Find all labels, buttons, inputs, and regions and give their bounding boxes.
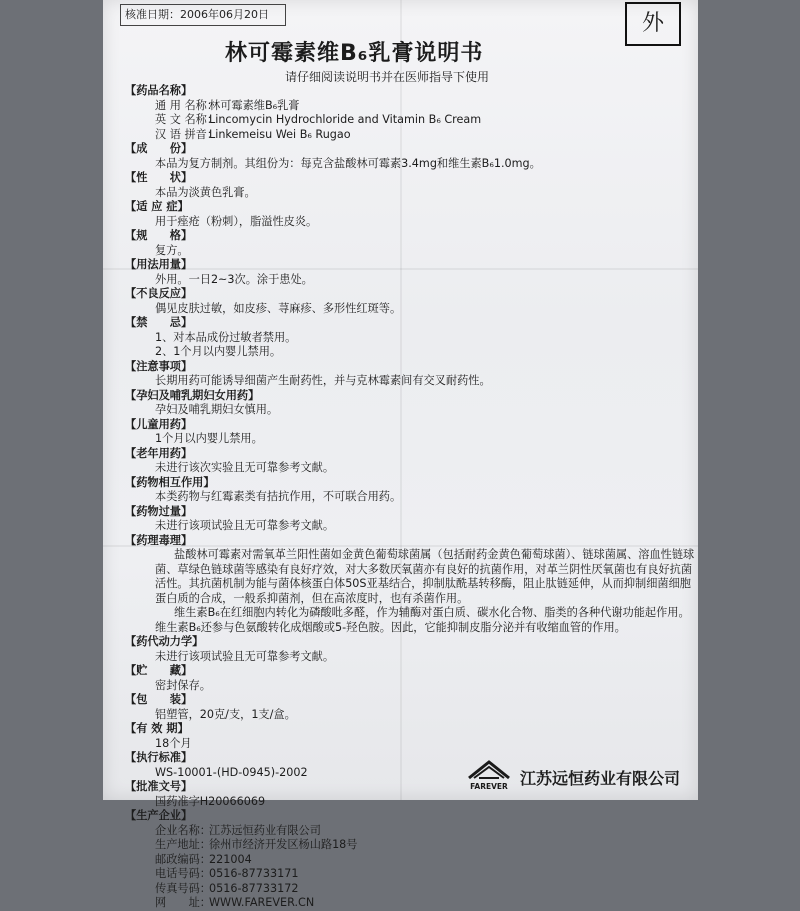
manufacturer-row xyxy=(125,882,695,897)
section-header-adverse: 【不良反应】 xyxy=(125,287,193,300)
generic-name-value: 林可霉素维B₆乳膏 xyxy=(209,98,300,112)
usage-text: 外用。一日2~3次。涂于患处。 xyxy=(155,272,313,286)
manufacturer-value: 221004 xyxy=(209,852,252,866)
manufacturer-label: 传真号码： xyxy=(155,881,211,895)
section-header-pharmacokinetics: 【药代动力学】 xyxy=(125,635,204,648)
document-title: 林可霉素维B₆乳膏说明书 xyxy=(225,41,484,66)
pharmacology-paragraph-1: 盐酸林可霉素对需氧革兰阳性菌如金黄色葡萄球菌属（包括耐药金黄色葡萄球菌）、链球菌属、溶血性链球菌、草绿色链球菌等感染有良好疗效，对大多数厌氧菌亦有良好的抗菌作用，对革兰阴性厌氧菌也有良好抗菌活性。其抗菌机制为能与菌体核蛋白体50S亚基结合，抑制肽酰基转移酶，阻止肽链延伸，从而抑制细菌细胞蛋白质的合成，一般系抑菌剂，但在高浓度时，也有杀菌作用。 xyxy=(155,548,695,605)
validity-text: 18个月 xyxy=(155,736,192,750)
company-logo-icon xyxy=(465,758,513,794)
section-header-manufacturer: 【生产企业】 xyxy=(125,809,193,822)
pinyin-name-row xyxy=(125,128,695,143)
manufacturer-row xyxy=(125,896,695,911)
section-header-pregnancy: 【孕妇及哺乳期妇女用药】 xyxy=(125,388,260,402)
section-header-interactions: 【药物相互作用】 xyxy=(125,475,215,489)
indications-text: 用于痤疮（粉刺），脂溢性皮炎。 xyxy=(155,214,318,228)
manufacturer-row xyxy=(125,867,695,882)
spec-text: 复方。 xyxy=(155,243,189,257)
section-header-drug-name: 【药品名称】 xyxy=(125,84,193,97)
manufacturer-value: 徐州市经济开发区杨山路18号 xyxy=(209,838,358,851)
children-text: 1个月以内婴儿禁用。 xyxy=(155,432,263,445)
section-header-ingredients: 【成 份】 xyxy=(125,142,193,155)
external-use-mark: 外 xyxy=(625,2,681,46)
section-header-approval: 【批准文号】 xyxy=(125,780,193,793)
pinyin-name-value: Linkemeisu Wei B₆ Rugao xyxy=(209,127,351,141)
section-header-elderly: 【老年用药】 xyxy=(125,446,193,460)
logo-text: FAREVER xyxy=(470,782,508,791)
manufacturer-value: 0516-87733172 xyxy=(209,881,299,895)
manufacturer-value: 0516-87733171 xyxy=(209,867,299,880)
section-header-appearance: 【性 状】 xyxy=(125,171,193,184)
pinyin-name-label: 汉 语 拼音： xyxy=(155,127,219,141)
pregnancy-text: 孕妇及哺乳期妇女慎用。 xyxy=(155,403,279,416)
manufacturer-label: 网 址： xyxy=(155,896,211,909)
manufacturer-label: 电话号码： xyxy=(155,867,211,880)
package-text: 铝塑管，20克/支，1支/盒。 xyxy=(155,707,296,721)
elderly-text: 未进行该次实验且无可靠参考文献。 xyxy=(155,461,335,474)
generic-name-label: 通 用 名称： xyxy=(155,98,219,112)
approval-number-text: 国药准字H20066069 xyxy=(155,794,266,808)
section-header-validity: 【有 效 期】 xyxy=(125,722,189,735)
section-header-standard: 【执行标准】 xyxy=(125,751,193,764)
manufacturer-row xyxy=(125,838,695,853)
section-header-storage: 【贮 藏】 xyxy=(125,664,193,677)
adverse-text: 偶见皮肤过敏，如皮疹、荨麻疹、多形性红斑等。 xyxy=(155,301,402,315)
precautions-text: 长期用药可能诱导细菌产生耐药性，并与克林霉素间有交叉耐药性。 xyxy=(155,374,491,387)
pharmacokinetics-text: 未进行该项试验且无可靠参考文献。 xyxy=(155,649,335,663)
manufacturer-label: 生产地址： xyxy=(155,838,211,851)
manufacturer-value: WWW.FAREVER.CN xyxy=(209,896,315,909)
standard-text: WS-10001-(HD-0945)-2002 xyxy=(155,765,308,779)
interactions-text: 本类药物与红霉素类有拮抗作用，不可联合用药。 xyxy=(155,490,402,503)
manufacturer-row xyxy=(125,853,695,868)
section-header-package: 【包 装】 xyxy=(125,693,193,706)
english-name-row xyxy=(125,113,695,128)
approval-date: 核准日期：2006年06月20日 xyxy=(120,4,286,26)
overdose-text: 未进行该项试验且无可靠参考文献。 xyxy=(155,519,335,532)
section-header-usage: 【用法用量】 xyxy=(125,258,193,271)
manufacturer-label: 企业名称： xyxy=(155,823,211,837)
manufacturer-value: 江苏远恒药业有限公司 xyxy=(209,823,321,837)
section-header-pharmacology: 【药理毒理】 xyxy=(125,533,193,547)
english-name-value: Lincomycin Hydrochloride and Vitamin B₆ Cream xyxy=(209,113,482,126)
pharmacology-paragraph-2: 维生素B₆在红细胞内转化为磷酸吡多醛，作为辅酶对蛋白质、碳水化合物、脂类的各种代谢功能起作用。维生素B₆还参与色氨酸转化成烟酸或5-羟色胺。因此，它能抑制皮脂分泌并有收缩血管的作用。 xyxy=(155,606,690,634)
section-header-contraindications: 【禁 忌】 xyxy=(125,316,193,329)
appearance-text: 本品为淡黄色乳膏。 xyxy=(155,185,256,199)
document-subtitle: 请仔细阅读说明书并在医师指导下使用 xyxy=(285,70,490,84)
english-name-label: 英 文 名称： xyxy=(155,113,219,126)
manufacturer-row xyxy=(125,824,695,839)
manufacturer-label: 邮政编码： xyxy=(155,852,211,866)
contraindication-item: 1、对本品成份过敏者禁用。 xyxy=(155,330,297,344)
storage-text: 密封保存。 xyxy=(155,678,211,692)
brand-footer xyxy=(465,758,695,794)
ingredients-text: 本品为复方制剂。其组份为：每克含盐酸林可霉素3.4mg和维生素B₆1.0mg。 xyxy=(155,156,541,170)
contraindication-item: 2、1个月以内婴儿禁用。 xyxy=(155,345,282,358)
section-header-children: 【儿童用药】 xyxy=(125,417,193,431)
company-name: 江苏远恒药业有限公司 xyxy=(520,769,681,788)
section-header-spec: 【规 格】 xyxy=(125,229,193,242)
section-header-precautions: 【注意事项】 xyxy=(125,359,193,373)
generic-name-row xyxy=(125,99,695,114)
section-header-overdose: 【药物过量】 xyxy=(125,504,193,518)
section-header-indications: 【适 应 症】 xyxy=(125,200,189,213)
